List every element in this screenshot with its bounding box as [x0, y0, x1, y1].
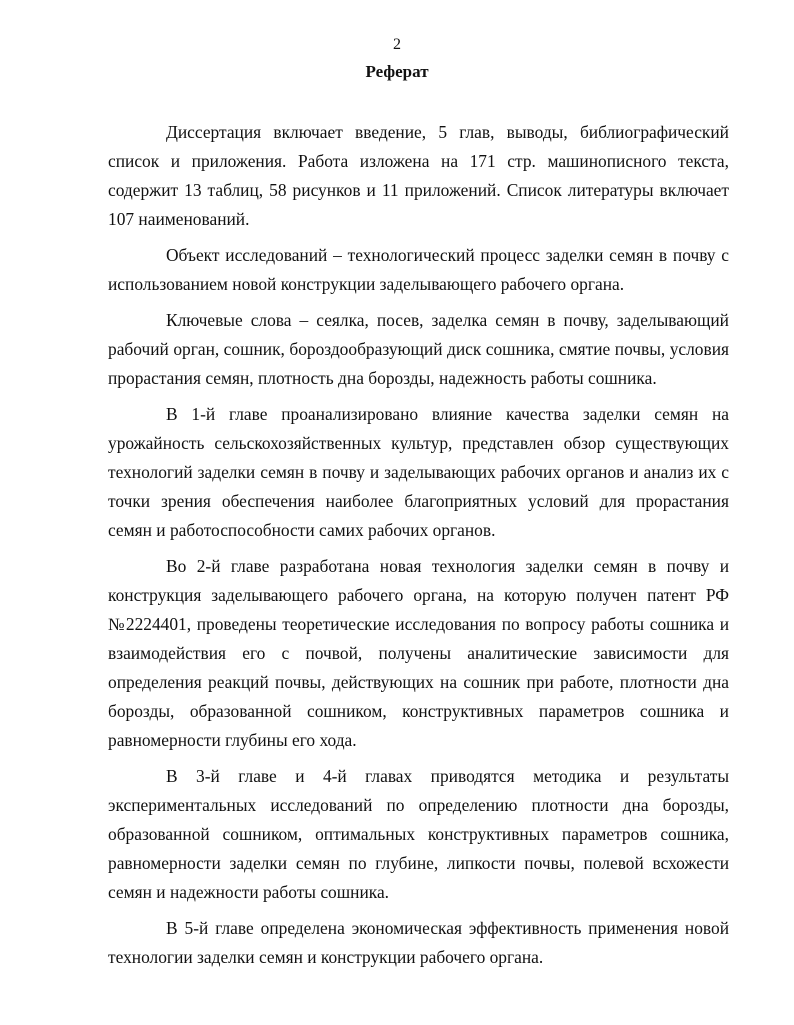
paragraph-chapter-2: Во 2-й главе разработана новая технология заделки семян в почву и конструкция заделывающего рабочего органа, на которую получен патент РФ №2224401, проведены теоретические исследования по вопросу работы сошника и взаимодействия его с почвой, получены аналитические зависимости для определения реакций почвы, действующих на сошник при работе, плотности дна борозды, образованной сошником, конструктивных параметров сошника и равномерности глубины его хода.: [108, 556, 729, 750]
page-title: Реферат: [365, 62, 429, 81]
paragraph-chapter-1: В 1-й главе проанализировано влияние качества заделки семян на урожайность сельскохозяйственных культур, представлен обзор существующих технологий заделки семян в почву и заделывающих рабочих органов и анализ их с точки зрения обеспечения наиболее благоприятных условий для прорастания семян и работоспособности самих рабочих органов.: [108, 404, 729, 540]
paragraph-chapter-5: В 5-й главе определена экономическая эффективность применения новой технологии заделки семян и конструкции рабочего органа.: [108, 918, 729, 967]
paragraph-research-object: Объект исследований – технологический процесс заделки семян в почву с использованием новой конструкции заделывающего рабочего органа.: [108, 245, 729, 294]
paragraph-chapters-3-4: В 3-й главе и 4-й главах приводятся методика и результаты экспериментальных исследований по определению плотности дна борозды, образованной сошником, оптимальных конструктивных параметров сошника, равномерности заделки семян по глубине, липкости почвы, полевой всхожести семян и надежности работы сошника.: [108, 766, 729, 902]
paragraph-keywords: Ключевые слова – сеялка, посев, заделка семян в почву, заделывающий рабочий орган, сошник, бороздообразующий диск сошника, смятие почвы, условия прорастания семян, плотность дна борозды, надежность работы сошника.: [108, 310, 729, 388]
page-number: 2: [393, 36, 401, 53]
paragraph-structure: Диссертация включает введение, 5 глав, выводы, библиографический список и приложения. Работа изложена на 171 стр. машинописного текста, содержит 13 таблиц, 58 рисунков и 11 приложений. Список литературы включает 107 наименований.: [108, 122, 729, 229]
abstract-body: [108, 118, 729, 972]
